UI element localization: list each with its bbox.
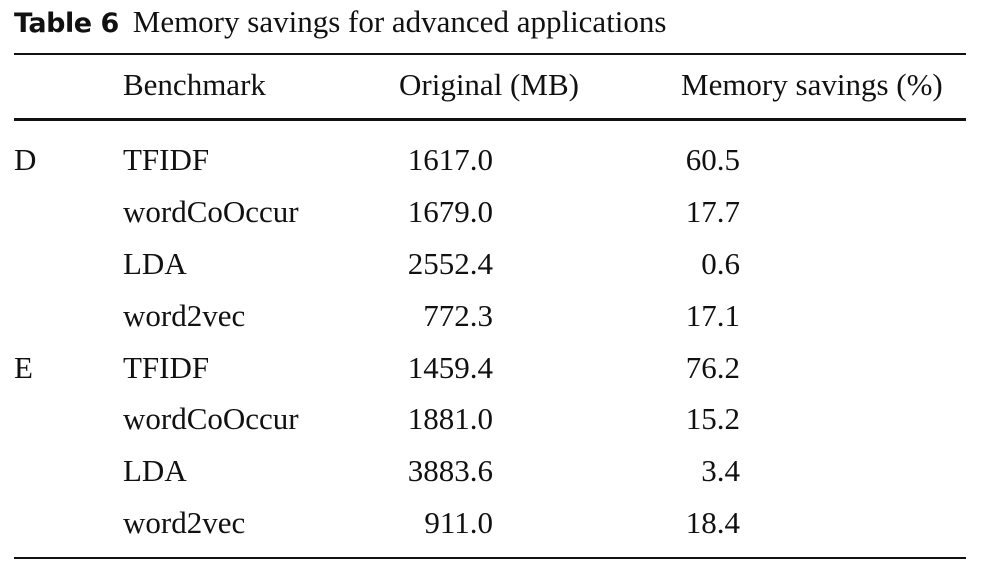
row-savings: 17.7 [685, 194, 740, 229]
row-benchmark: wordCoOccur [123, 194, 299, 229]
header-rule [14, 118, 966, 121]
row-benchmark: TFIDF [123, 142, 210, 177]
table-title: Memory savings for advanced applications [132, 4, 667, 39]
row-savings: 76.2 [685, 350, 740, 385]
table-label: Table 6 [14, 8, 119, 39]
header-original: Original (MB) [399, 67, 579, 102]
row-benchmark: LDA [123, 246, 187, 281]
row-original: 772.3 [423, 298, 493, 333]
row-original: 1679.0 [407, 194, 493, 229]
row-original: 911.0 [424, 505, 493, 540]
row-benchmark: word2vec [123, 505, 246, 540]
row-savings: 18.4 [685, 505, 740, 540]
row-group: D [14, 142, 37, 177]
header-savings: Memory savings (%) [681, 67, 943, 102]
row-original: 2552.4 [407, 246, 493, 281]
row-original: 1459.4 [407, 350, 493, 385]
row-benchmark: LDA [123, 453, 187, 488]
bottom-rule [14, 557, 966, 559]
table-caption [14, 2, 667, 42]
row-benchmark: word2vec [123, 298, 246, 333]
header-benchmark: Benchmark [123, 67, 266, 102]
row-original: 1881.0 [407, 401, 493, 436]
top-rule [14, 53, 966, 55]
row-savings: 60.5 [685, 142, 740, 177]
row-benchmark: TFIDF [123, 350, 210, 385]
row-original: 1617.0 [407, 142, 493, 177]
row-savings: 3.4 [701, 453, 740, 488]
row-original: 3883.6 [407, 453, 493, 488]
row-savings: 15.2 [685, 401, 740, 436]
row-benchmark: wordCoOccur [123, 401, 299, 436]
row-savings: 17.1 [685, 298, 740, 333]
row-savings: 0.6 [701, 246, 740, 281]
row-group: E [14, 350, 33, 385]
